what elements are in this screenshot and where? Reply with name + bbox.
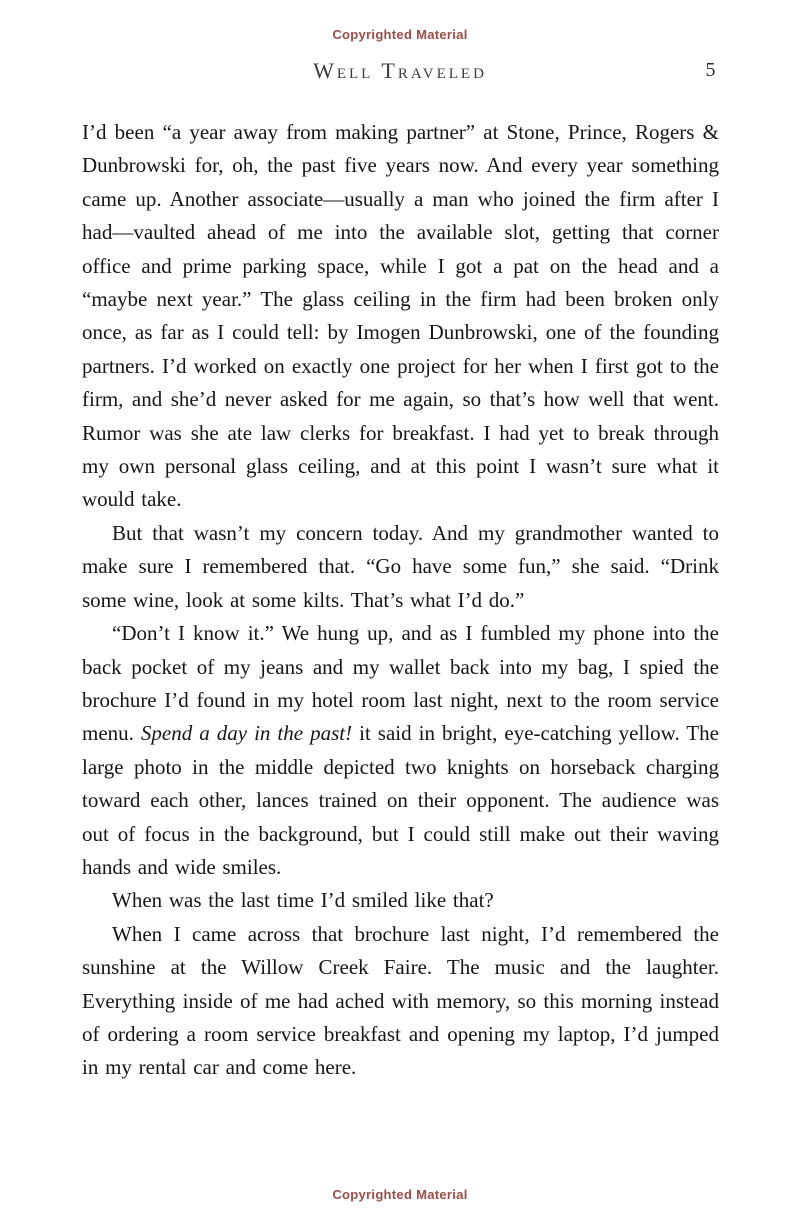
paragraph-text: it said in bright, eye-catching yellow. The large photo in the middle depicted two knights on horseback charging toward each other, lances trained on their opponent. The audience was out of focus in the background, but I could still make out their waving hands and wide smiles.	[82, 721, 719, 879]
body-paragraph	[82, 617, 719, 884]
body-paragraph: When was the last time I’d smiled like that?	[112, 888, 494, 913]
copyright-notice-top: Copyrighted Material	[332, 27, 468, 42]
running-header	[82, 58, 718, 88]
body-text	[82, 116, 719, 1085]
body-paragraph: But that wasn’t my concern today. And my grandmother wanted to make sure I remembered that. “Go have some fun,” she said. “Drink some wine, look at some kilts. That’s what I’d do.”	[82, 520, 719, 612]
italic-phrase: Spend a day in the past!	[140, 721, 353, 746]
paragraph-text: “Don’t I know it.” We hung up, and as I fumbled my phone into the back pocket of my jeans and my wallet back into my bag, I spied the brochure I’d found in my hotel room last night, next to the room service menu.	[82, 621, 719, 746]
body-paragraph: When I came across that brochure last night, I’d remembered the sunshine at the Willow Creek Faire. The music and the laughter. Everything inside of me had ached with memory, so this morning instead of ordering a room service breakfast and opening my laptop, I’d jumped in my rental car and come here.	[82, 921, 719, 1080]
running-title: Well Traveled	[313, 58, 487, 83]
page-number: 5	[705, 59, 716, 81]
body-paragraph: I’d been “a year away from making partner” at Stone, Prince, Rogers & Dunbrowski for, oh, the past five years now. And every year something came up. Another associate—usually a man who joined the firm after I had—vaulted ahead of me into the available slot, getting that corner office and prime parking space, while I got a pat on the head and a “maybe next year.” The glass ceiling in the firm had been broken only once, as far as I could tell: by Imogen Dunbrowski, one of the founding partners. I’d worked on exactly one project for her when I first got to the firm, and she’d never asked for me again, so that’s how well that went. Rumor was she ate law clerks for breakfast. I had yet to break through my own personal glass ceiling, and at this point I wasn’t sure what it would take.	[82, 120, 719, 512]
copyright-notice-bottom: Copyrighted Material	[332, 1187, 468, 1202]
